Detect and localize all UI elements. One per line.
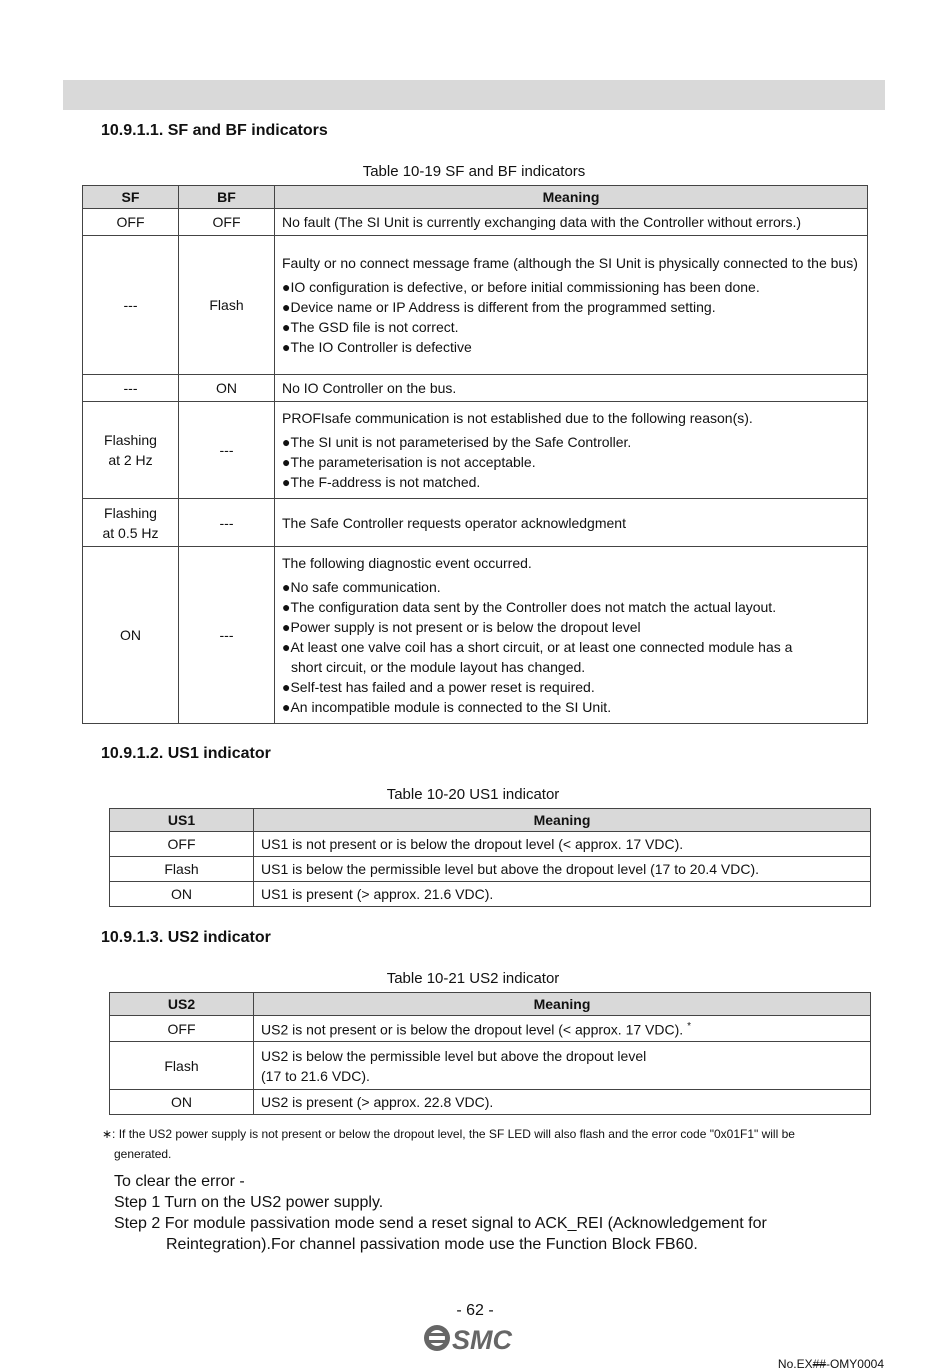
section-heading-us2: 10.9.1.3. US2 indicator xyxy=(101,929,271,946)
table-row xyxy=(83,236,868,375)
table-header-row xyxy=(110,993,871,1016)
meaning-cell xyxy=(275,402,868,499)
sf-cell xyxy=(83,499,179,547)
bullet-item: ●Power supply is not present or is below the dropout level xyxy=(282,619,641,635)
sf-cell: --- xyxy=(83,375,179,402)
step-2-continuation: Reintegration).For channel passivation mode use the Function Block FB60. xyxy=(166,1236,698,1253)
meaning-cell xyxy=(254,1016,871,1042)
meaning-line: US2 is below the permissible level but above the dropout level xyxy=(261,1047,647,1064)
meaning-cell: The Safe Controller requests operator acknowledgment xyxy=(275,499,868,547)
us1-table xyxy=(109,808,871,907)
sf-cell: ON xyxy=(83,547,179,724)
meaning-lead: PROFIsafe communication is not established due to the following reason(s). xyxy=(282,410,753,426)
meaning-cell xyxy=(275,236,868,375)
sf-line: Flashing xyxy=(104,504,157,521)
table-header-row xyxy=(83,186,868,209)
meaning-line: (17 to 21.6 VDC). xyxy=(261,1067,370,1084)
state-cell: OFF xyxy=(110,1016,254,1042)
bullet-item: ●The F-address is not matched. xyxy=(282,474,481,490)
meaning-cell xyxy=(254,1042,871,1090)
meaning-lead: The following diagnostic event occurred. xyxy=(282,555,532,571)
bf-cell: OFF xyxy=(179,209,275,236)
sf-line: at 2 Hz xyxy=(108,452,153,468)
table-row xyxy=(110,1016,871,1042)
meaning-cell: US2 is present (> approx. 22.8 VDC). xyxy=(254,1090,871,1115)
bullet-item: ●IO configuration is defective, or before initial commissioning has been done. xyxy=(282,279,760,295)
column-header-us2: US2 xyxy=(110,993,254,1016)
table-row xyxy=(83,499,868,547)
meaning-cell: No IO Controller on the bus. xyxy=(275,375,868,402)
logo-wordmark: SMC xyxy=(452,1325,512,1355)
bullet-item: ●An incompatible module is connected to the SI Unit. xyxy=(282,699,612,715)
sf-bf-table xyxy=(82,185,868,724)
sf-cell xyxy=(83,402,179,499)
page-number: - 62 - xyxy=(456,1302,494,1319)
table-header-row xyxy=(110,809,871,832)
sf-line: Flashing xyxy=(104,432,157,448)
table-caption-us1: Table 10-20 US1 indicator xyxy=(386,786,560,803)
sf-line: at 0.5 Hz xyxy=(102,524,159,541)
meaning-cell: US1 is not present or is below the dropout level (< approx. 17 VDC). xyxy=(254,832,871,857)
state-cell: Flash xyxy=(110,1042,254,1090)
bullet-item: ●Device name or IP Address is different from the programmed setting. xyxy=(282,299,716,315)
bf-cell: --- xyxy=(179,499,275,547)
sf-cell: --- xyxy=(83,236,179,375)
sf-cell: OFF xyxy=(83,209,179,236)
meaning-cell xyxy=(275,547,868,724)
table-caption-us2: Table 10-21 US2 indicator xyxy=(386,970,560,987)
doc-suffix: -OMY0004 xyxy=(825,1357,884,1371)
meaning-cell: US1 is present (> approx. 21.6 VDC). xyxy=(254,882,871,907)
meaning-cell: US1 is below the permissible level but above the dropout level (17 to 20.4 VDC). xyxy=(254,857,871,882)
section-heading-sf-bf: 10.9.1.1. SF and BF indicators xyxy=(101,122,328,139)
bf-cell: --- xyxy=(179,402,275,499)
clear-error-steps xyxy=(114,1171,767,1255)
bullet-item: ●The IO Controller is defective xyxy=(282,339,472,355)
step-1: Step 1 Turn on the US2 power supply. xyxy=(114,1194,384,1211)
footnote-mark: * xyxy=(687,1021,691,1033)
column-header-meaning: Meaning xyxy=(275,186,868,209)
table-row xyxy=(110,857,871,882)
column-header-sf: SF xyxy=(83,186,179,209)
table-row xyxy=(83,209,868,236)
bullet-item: ●At least one valve coil has a short circuit, or at least one connected module has a xyxy=(282,639,793,655)
bullet-continuation: short circuit, or the module layout has changed. xyxy=(291,659,586,675)
smc-logo xyxy=(420,1321,530,1360)
document-number xyxy=(778,1357,884,1371)
table-row xyxy=(110,1042,871,1090)
bf-cell: --- xyxy=(179,547,275,724)
steps-intro: To clear the error - xyxy=(114,1173,245,1190)
us2-table xyxy=(109,992,871,1115)
doc-prefix: No.EX xyxy=(777,1357,813,1371)
step-2: Step 2 For module passivation mode send a reset signal to ACK_REI (Acknowledgement for xyxy=(114,1215,767,1232)
table-row xyxy=(83,402,868,499)
bullet-item: ●No safe communication. xyxy=(282,579,441,595)
state-cell: Flash xyxy=(110,857,254,882)
column-header-us1: US1 xyxy=(110,809,254,832)
bullet-item: ●Self-test has failed and a power reset is required. xyxy=(282,679,595,695)
state-cell: ON xyxy=(110,1090,254,1115)
meaning-text: US2 is not present or is below the dropout level (< approx. 17 VDC). xyxy=(261,1021,684,1038)
header-bar xyxy=(63,80,885,110)
meaning-lead: Faulty or no connect message frame (although the SI Unit is physically connected to the bus) xyxy=(282,255,858,271)
table-row xyxy=(110,832,871,857)
bullet-item: ●The parameterisation is not acceptable. xyxy=(282,454,536,470)
table-row xyxy=(110,882,871,907)
bf-cell: Flash xyxy=(179,236,275,375)
footnote xyxy=(102,1124,892,1164)
bullet-item: ●The configuration data sent by the Controller does not match the actual layout. xyxy=(282,599,777,615)
footnote-line: ∗: If the US2 power supply is not present or below the dropout level, the SF LED will also flash and the error code "0x01F1" will be xyxy=(102,1127,795,1141)
section-heading-us1: 10.9.1.2. US1 indicator xyxy=(101,745,271,762)
state-cell: ON xyxy=(110,882,254,907)
doc-struck: ## xyxy=(812,1357,826,1371)
column-header-bf: BF xyxy=(179,186,275,209)
column-header-meaning: Meaning xyxy=(254,809,871,832)
smc-logo-icon xyxy=(420,1321,530,1355)
table-row xyxy=(110,1090,871,1115)
bf-cell: ON xyxy=(179,375,275,402)
state-cell: OFF xyxy=(110,832,254,857)
bullet-item: ●The SI unit is not parameterised by the Safe Controller. xyxy=(282,434,632,450)
table-row xyxy=(83,547,868,724)
column-header-meaning: Meaning xyxy=(254,993,871,1016)
bullet-item: ●The GSD file is not correct. xyxy=(282,319,459,335)
meaning-cell: No fault (The SI Unit is currently exchanging data with the Controller without errors.) xyxy=(275,209,868,236)
table-row xyxy=(83,375,868,402)
table-caption-sf-bf: Table 10-19 SF and BF indicators xyxy=(362,163,586,180)
footnote-line: generated. xyxy=(114,1147,172,1161)
